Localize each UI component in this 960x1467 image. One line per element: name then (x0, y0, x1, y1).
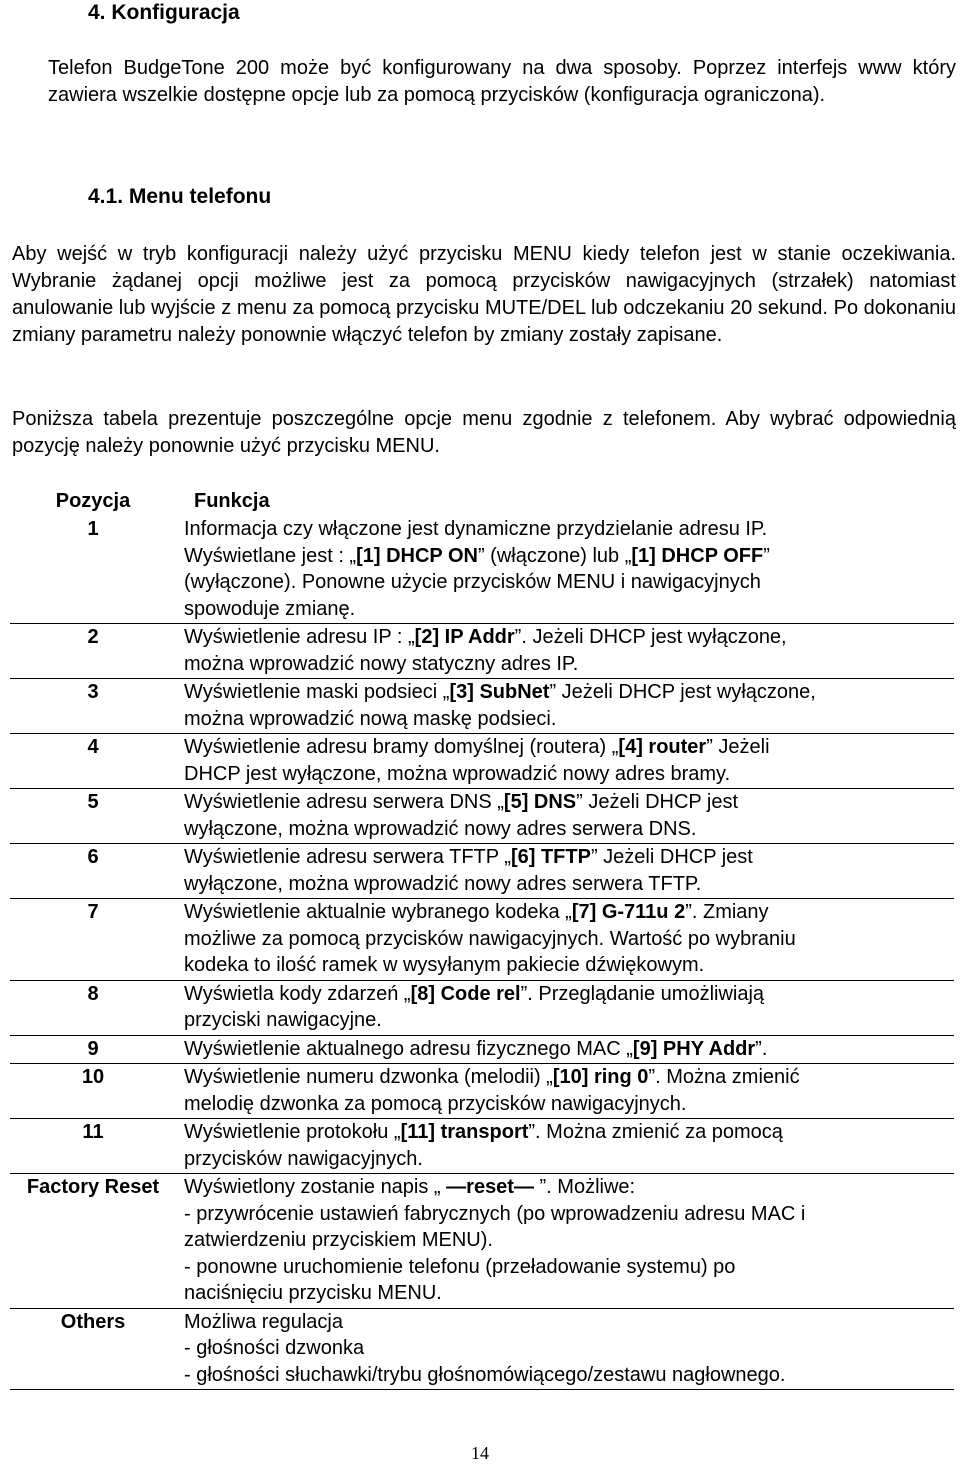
row-position: 5 (10, 789, 176, 844)
table-row (10, 844, 954, 899)
table-row (10, 1174, 954, 1309)
menu-paragraph: Aby wejść w tryb konfiguracji należy użyć przycisku MENU kiedy telefon jest w stanie oczekiwania. Wybranie żądanej opcji możliwe jest za pomocą przycisków nawigacyjnych (strzałek) natomiast anulowanie lub wyjście z menu za pomocą przycisku MUTE/DEL lub odczekaniu 20 sekund. Po dokonaniu zmiany parametru należy ponownie włączyć telefon by zmiany zostały zapisane. (12, 243, 956, 346)
function-line: Wyświetla kody zdarzeń „[8] Code rel”. Przeglądanie umożliwiają (184, 982, 765, 1005)
row-function (176, 679, 954, 734)
row-position: 1 (10, 516, 176, 624)
function-line: melodię dzwonka za pomocą przycisków nawigacyjnych. (184, 1092, 687, 1115)
function-line: Możliwa regulacja (184, 1310, 343, 1333)
row-position: 8 (10, 980, 176, 1035)
row-position: Factory Reset (10, 1174, 176, 1309)
table-header-row (10, 488, 954, 516)
table-intro-paragraph: Poniższa tabela prezentuje poszczególne opcje menu zgodnie z telefonem. Aby wybrać odpowiednią pozycję należy ponownie użyć przycisku MENU. (12, 408, 956, 457)
table-row (10, 734, 954, 789)
row-position: 11 (10, 1119, 176, 1174)
row-function (176, 624, 954, 679)
function-line: Wyświetlenie aktualnego adresu fizycznego MAC „[9] PHY Addr”. (184, 1037, 768, 1060)
table-row (10, 516, 954, 624)
column-header-function: Funkcja (194, 490, 270, 512)
function-line: można wprowadzić nową maskę podsieci. (184, 707, 557, 730)
page-number: 14 (471, 1443, 489, 1463)
row-function (176, 899, 954, 981)
row-position: 4 (10, 734, 176, 789)
subsection-heading: 4.1. Menu telefonu (88, 185, 272, 208)
row-function (176, 734, 954, 789)
table-row (10, 1308, 954, 1390)
table-row (10, 1035, 954, 1064)
function-line: Informacja czy włączone jest dynamiczne przydzielanie adresu IP. (184, 518, 768, 540)
function-line: możliwe za pomocą przycisków nawigacyjnych. Wartość po wybraniu (184, 927, 796, 950)
table-row (10, 1064, 954, 1119)
function-line: wyłączone, można wprowadzić nowy adres serwera DNS. (184, 817, 697, 840)
function-line: przyciski nawigacyjne. (184, 1009, 382, 1031)
function-line: - przywrócenie ustawień fabrycznych (po wprowadzeniu adresu MAC i (184, 1202, 806, 1225)
table-row (10, 624, 954, 679)
function-line: przycisków nawigacyjnych. (184, 1147, 423, 1170)
row-function (176, 516, 954, 624)
function-line: Wyświetlenie adresu serwera DNS „[5] DNS” Jeżeli DHCP jest (184, 791, 739, 813)
function-line: zatwierdzeniu przyciskiem MENU). (184, 1229, 493, 1251)
row-function (176, 1064, 954, 1119)
function-line: Wyświetlenie aktualnie wybranego kodeka „[7] G-711u 2”. Zmiany (184, 901, 769, 923)
row-function (176, 1174, 954, 1309)
row-position: Others (10, 1308, 176, 1390)
row-function (176, 844, 954, 899)
section-heading: 4. Konfiguracja (88, 1, 240, 24)
function-line: naciśnięciu przycisku MENU. (184, 1282, 442, 1304)
function-line: DHCP jest wyłączone, można wprowadzić nowy adres bramy. (184, 762, 731, 785)
column-header-position: Pozycja (55, 490, 131, 512)
function-line: Wyświetlenie maski podsieci „[3] SubNet” Jeżeli DHCP jest wyłączone, (184, 681, 816, 703)
menu-options-table (10, 488, 954, 1390)
function-line: można wprowadzić nowy statyczny adres IP. (184, 652, 579, 675)
function-line: Wyświetlane jest : „[1] DHCP ON” (włączone) lub „[1] DHCP OFF” (184, 544, 770, 567)
row-position: 3 (10, 679, 176, 734)
table-row (10, 899, 954, 981)
function-line: spowoduje zmianę. (184, 597, 356, 620)
row-position: 10 (10, 1064, 176, 1119)
function-line: Wyświetlenie protokołu „[11] transport”. Można zmienić za pomocą (184, 1121, 783, 1143)
row-position: 2 (10, 624, 176, 679)
function-line: Wyświetlenie adresu serwera TFTP „[6] TFTP” Jeżeli DHCP jest (184, 846, 753, 868)
function-line: wyłączone, można wprowadzić nowy adres serwera TFTP. (184, 872, 702, 895)
function-line: - ponowne uruchomienie telefonu (przeładowanie systemu) po (184, 1255, 736, 1278)
function-line: Wyświetlenie adresu bramy domyślnej (routera) „[4] router” Jeżeli (184, 736, 770, 758)
row-position: 7 (10, 899, 176, 981)
function-line: - głośności dzwonka (184, 1337, 365, 1359)
row-function (176, 789, 954, 844)
function-line: - głośności słuchawki/trybu głośnomówiącego/zestawu nagłownego. (184, 1363, 786, 1386)
row-function (176, 1119, 954, 1174)
row-position: 6 (10, 844, 176, 899)
function-line: (wyłączone). Ponowne użycie przycisków MENU i nawigacyjnych (184, 571, 761, 593)
row-function (176, 980, 954, 1035)
function-line: kodeka to ilość ramek w wysyłanym pakiecie dźwiękowym. (184, 954, 705, 976)
table-row (10, 679, 954, 734)
row-function (176, 1035, 954, 1064)
intro-paragraph: Telefon BudgeTone 200 może być konfigurowany na dwa sposoby. Poprzez interfejs www który zawiera wszelkie dostępne opcje lub za pomocą przycisków (konfiguracja ograniczona). (48, 57, 956, 106)
row-position: 9 (10, 1035, 176, 1064)
function-line: Wyświetlenie numeru dzwonka (melodii) „[10] ring 0”. Można zmienić (184, 1066, 800, 1088)
function-line: Wyświetlony zostanie napis „ —reset— ”. Możliwe: (184, 1176, 636, 1198)
function-line: Wyświetlenie adresu IP : „[2] IP Addr”. Jeżeli DHCP jest wyłączone, (184, 626, 787, 648)
table-row (10, 980, 954, 1035)
table-row (10, 1119, 954, 1174)
table-row (10, 789, 954, 844)
row-function (176, 1308, 954, 1390)
